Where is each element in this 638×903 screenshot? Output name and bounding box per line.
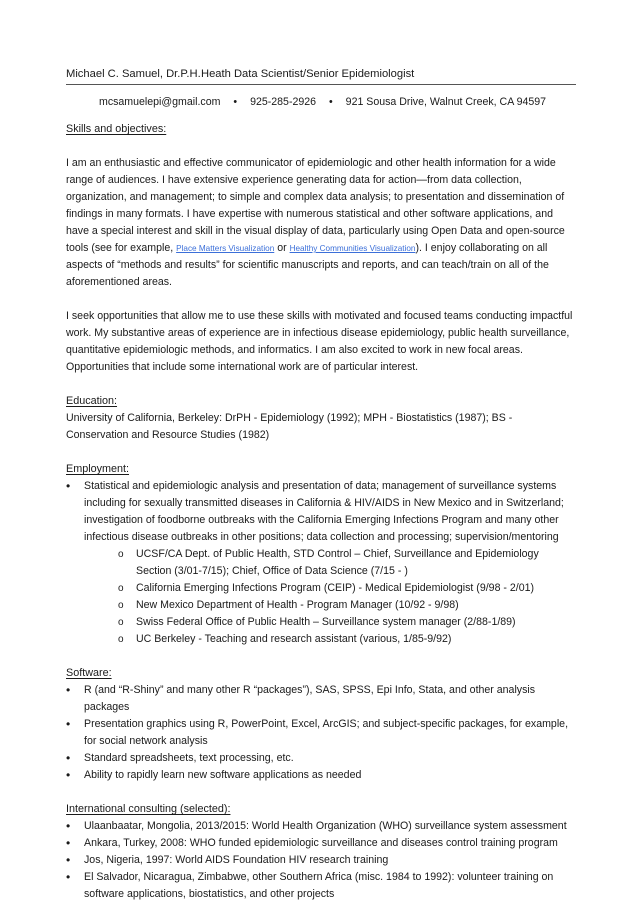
positions-list (84, 546, 576, 648)
resume-header (66, 66, 576, 84)
position-item: o New Mexico Department of Health - Program Manager (10/92 - 9/98) (118, 597, 576, 614)
contact-separator: • (233, 96, 238, 108)
resume-page (66, 66, 576, 84)
list-item: • Jos, Nigeria, 1997: World AIDS Foundation HIV research training (66, 852, 576, 869)
list-item: • Ulaanbaatar, Mongolia, 2013/2015: World Health Organization (WHO) surveillance system assessment (66, 818, 576, 835)
position-item: o UC Berkeley - Teaching and research assistant (various, 1/85-9/92) (118, 631, 576, 648)
software-list (66, 682, 576, 784)
list-item: • Ability to rapidly learn new software applications as needed (66, 767, 576, 784)
skills-heading: Skills and objectives: (66, 123, 167, 135)
position-item: o Swiss Federal Office of Public Health – Surveillance system manager (2/88-1/89) (118, 614, 576, 631)
place-matters-link[interactable]: Place Matters Visualization (176, 244, 275, 253)
header-divider (66, 84, 576, 85)
contact-email: mcsamuelepi@gmail.com (99, 96, 221, 108)
employment-heading: Employment: (66, 463, 130, 475)
employment-list (66, 478, 576, 648)
list-item: • Statistical and epidemiologic analysis and presentation of data; management of surveillance systems including for sexually transmitted diseases in California & HIV/AIDS in New Mexico and in Switzerland; investigation of foodborne outbreaks with the California Emerging Infections Program and many other infectious disease outbreaks in other positions; data collection and processing; supervision/mentoring o UCSF/CA Dept. of Public Health, STD Control – Chief, Surveillance and Epidemiology Section (3/01-7/15); Chief, Office of Data Science (7/15 - ) o California Emerging Infections Program (CEIP) - Medical Epidemiologist (9/98 - 2/01) o New Mexico Department of Health - Program Manager (10/92 - 9/98) o Swiss Federal Office of Public Health – Surveillance system manager (2/88-1/89) o UC Berkeley - Teaching and research assistant (various, 1/85-9/92) (66, 478, 576, 648)
skills-paragraph-1: I am an enthusiastic and effective communicator of epidemiologic and other health information for a wide range of audiences. I have extensive experience generating data for action—from data collection, organization, and management; to simple and complex data analysis; to presentation and dissemination of findings in many formats. I have expertise with numerous statistical and other software applications, and have a special interest and skill in the visual display of data, particularly using Open Data and open-source tools (see for example, Place Matters Visualization or Healthy Communities Visualization). I enjoy collaborating on all aspects of “methods and results” for scientific manuscripts and reports, and can teach/train on all of the aforementioned areas. (66, 157, 565, 288)
healthy-communities-link[interactable]: Healthy Communities Visualization (289, 244, 416, 253)
contact-address: 921 Sousa Drive, Walnut Creek, CA 94597 (345, 96, 547, 108)
skills-paragraph-2: I seek opportunities that allow me to use these skills with motivated and focused teams conducting impactful work. My substantive areas of experience are in infectious disease epidemiology, public health surveillance, quantitative epidemiologic methods, and informatics. I am also excited to work in new focal areas. Opportunities that include some international work are of particular interest. (66, 310, 573, 373)
position-item: o UCSF/CA Dept. of Public Health, STD Control – Chief, Surveillance and Epidemiology Section (3/01-7/15); Chief, Office of Data Science (7/15 - ) (118, 546, 576, 580)
position-item: o California Emerging Infections Program (CEIP) - Medical Epidemiologist (9/98 - 2/01) (118, 580, 576, 597)
contact-phone: 925-285-2926 (250, 96, 317, 108)
consulting-list (66, 818, 576, 903)
candidate-name: Michael C. Samuel, Dr.P.H. (66, 68, 201, 80)
resume-body (66, 121, 576, 903)
education-text: University of California, Berkeley: DrPH - Epidemiology (1992); MPH - Biostatistics (1987); BS - Conservation and Resource Studies (1982) (66, 412, 513, 441)
list-item: • Presentation graphics using R, PowerPoint, Excel, ArcGIS; and subject-specific packages, for example, for social network analysis (66, 716, 576, 750)
candidate-title: Heath Data Scientist/Senior Epidemiologist (201, 68, 415, 80)
consulting-heading: International consulting (selected): (66, 803, 231, 815)
list-item: • El Salvador, Nicaragua, Zimbabwe, other Southern Africa (misc. 1984 to 1992): volunteer training on software applications, biostatistics, and other projects (66, 869, 576, 903)
list-item: • Ankara, Turkey, 2008: WHO funded epidemiologic surveillance and diseases control training program (66, 835, 576, 852)
contact-separator: • (329, 96, 333, 108)
list-item: • Standard spreadsheets, text processing, etc. (66, 750, 576, 767)
education-heading: Education: (66, 395, 118, 407)
software-heading: Software: (66, 667, 112, 679)
contact-line (99, 96, 546, 108)
list-item: • R (and “R-Shiny” and many other R “packages”), SAS, SPSS, Epi Info, Stata, and other analysis packages (66, 682, 576, 716)
